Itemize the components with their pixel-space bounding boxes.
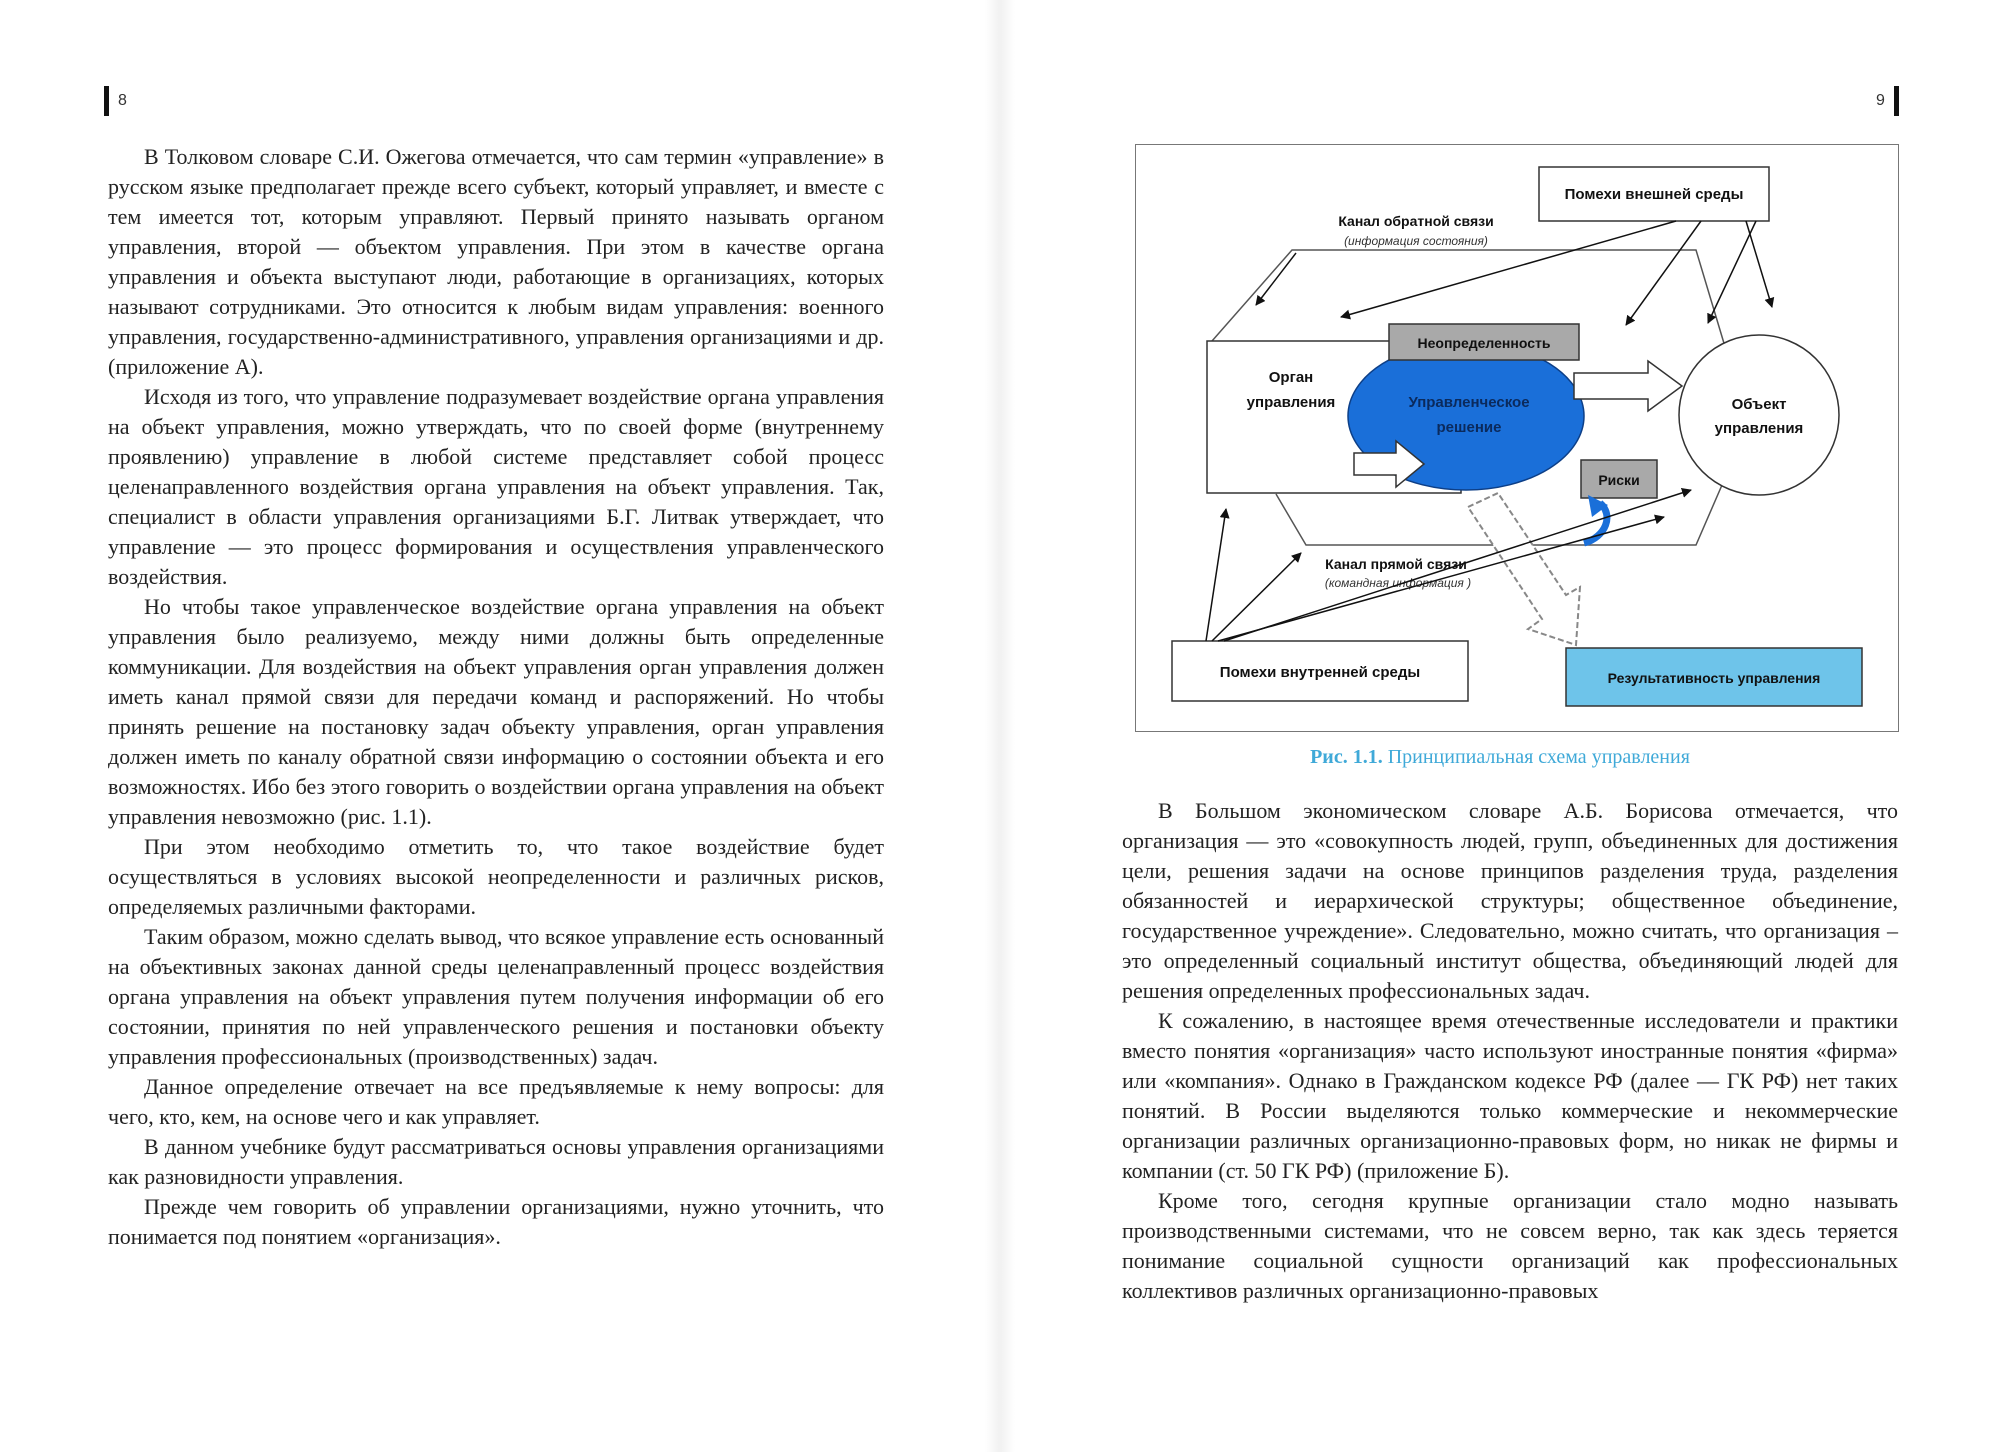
- management-object-circle: [1679, 335, 1839, 495]
- internal-noise-label: Помехи внутренней среды: [1219, 664, 1421, 681]
- page-marker-bar: [104, 86, 109, 116]
- paragraph: Исходя из того, что управление подразумевает воздействие органа управления на объект управления, можно утверждать, что по своей форме (внутреннему проявлению) управление в любой системе представляет собой процесс целенаправленного воздействия органа управления на объект управления. Так, специалист в области управления организациями Б.Г. Литвак утверждает, что управление — это процесс формирования и осуществления управленческого воздействия.: [108, 384, 884, 589]
- page-marker-bar: [1894, 86, 1899, 116]
- paragraph: В данном учебнике будут рассматриваться основы управления организациями как разновидности управления.: [108, 1134, 884, 1189]
- direct-channel-label: Канал прямой связи: [1325, 556, 1467, 572]
- page-number-text: 8: [118, 92, 127, 109]
- paragraph: При этом необходимо отметить то, что такое воздействие будет осуществляться в условиях высокой неопределенности и различных рисков, определяемых различными факторами.: [108, 834, 884, 919]
- paragraph: Но чтобы такое управленческое воздействие органа управления на объект управления было реализуемо, между ними должны быть определенные коммуникации. Для воздействия на объект управления орган управления должен иметь канал прямой связи для передачи команд и распоряжений. Но чтобы принять решение на постановку задач объекту управления, орган управления должен иметь по каналу обратной связи информацию о состоянии объекта и его возможностях. Ибо без этого говорить о воздействии органа управления на объект управления невозможно (рис. 1.1).: [108, 594, 884, 829]
- internal-noise-arrow: [1206, 509, 1226, 641]
- paragraph: Прежде чем говорить об управлении организациями, нужно уточнить, что понимается под понятием «организация».: [108, 1194, 884, 1249]
- management-diagram: [1135, 144, 1899, 732]
- feedback-channel-label: Канал обратной связи: [1338, 213, 1494, 229]
- external-noise-label: Помехи внешней среды: [1564, 186, 1744, 203]
- left-body-text: [108, 142, 884, 1252]
- paragraph: Таким образом, можно сделать вывод, что всякое управление есть основанный на объективных законах данной среды целенаправленный процесс воздействия органа управления на объект управления путем получения информации об его состоянии, принятия по ней управленческого решения и постановки объекту управления профессиональных (производственных) задач.: [108, 924, 884, 1069]
- direct-channel-note: (командная информация ): [1324, 576, 1472, 590]
- right-body-text: [1122, 796, 1898, 1306]
- internal-noise-arrow: [1224, 490, 1691, 641]
- diagram-svg: [1136, 145, 1898, 731]
- decision-label-line1: Управленческое: [1408, 394, 1530, 411]
- page-number-left: [104, 86, 127, 116]
- organ-label-line2: управления: [1246, 394, 1336, 411]
- right-page: [1000, 0, 2000, 1452]
- paragraph: В Толковом словаре С.И. Ожегова отмечается, что сам термин «управление» в русском языке предполагает прежде всего субъект, который управляет, и вместе с тем имеется тот, которым управляют. Первый принято называть органом управления, второй — объектом управления. При этом в качестве органа управления и объекта выступают люди, работающие в организациях, которых называют сотрудниками. Это относится к любым видам управления: военного управления, государственно-административного, управления организациями и др. (приложение А).: [108, 144, 884, 379]
- internal-noise-arrow: [1212, 553, 1301, 641]
- paragraph: Данное определение отвечает на все предъявляемые к нему вопросы: для чего, кто, кем, на основе чего и как управляет.: [108, 1074, 884, 1129]
- uncertainty-label: Неопределенность: [1417, 335, 1551, 351]
- caption-text: Принципиальная схема управления: [1387, 746, 1690, 768]
- decision-to-object-arrow: [1574, 361, 1682, 411]
- figure-caption: [1000, 746, 2000, 769]
- organ-label-line1: Орган: [1268, 369, 1314, 386]
- decision-to-effectiveness-arrow: [1468, 493, 1580, 645]
- page-number-right: [1876, 86, 1899, 116]
- page-number-text: 9: [1876, 92, 1885, 109]
- paragraph: Кроме того, сегодня крупные организации стало модно называть производственными системами, что не совсем верно, так как здесь теряется понимание социальной сущности организаций как профессиональных коллективов различных организационно-правовых: [1122, 1188, 1898, 1303]
- decision-label-line2: решение: [1436, 419, 1502, 436]
- paragraph: К сожалению, в настоящее время отечественные исследователи и практики вместо понятия «организация» часто используют иностранные понятия «фирма» или «компания». Однако в Гражданском кодексе РФ (далее — ГК РФ) нет таких понятий. В России выделяются только коммерческие и некоммерческие организации различных организационно-правовых форм, но никак не фирмы и компании (ст. 50 ГК РФ) (приложение Б).: [1122, 1008, 1898, 1183]
- object-label-line1: Объект: [1731, 396, 1787, 413]
- object-label-line2: управления: [1714, 420, 1804, 437]
- risks-label: Риски: [1598, 472, 1640, 488]
- paragraph: В Большом экономическом словаре А.Б. Борисова отмечается, что организация — это «совокупность людей, групп, объединенных для достижения цели, решения задачи на основе принципов разделения труда, разделения обязанностей и иерархической структуры; общественное объединение, государственное учреждение». Следовательно, можно считать, что организация – это определенный социальный институт общества, объединяющий людей для решения определенных профессиональных задач.: [1122, 798, 1898, 1003]
- external-noise-arrow: [1708, 221, 1756, 323]
- internal-noise-arrow: [1218, 517, 1664, 641]
- caption-label: Рис. 1.1.: [1310, 746, 1383, 768]
- effectiveness-label: Результативность управления: [1607, 670, 1821, 686]
- feedback-arrow: [1256, 253, 1296, 305]
- external-noise-arrow: [1626, 221, 1701, 325]
- feedback-channel-note: (информация состояния): [1344, 234, 1488, 248]
